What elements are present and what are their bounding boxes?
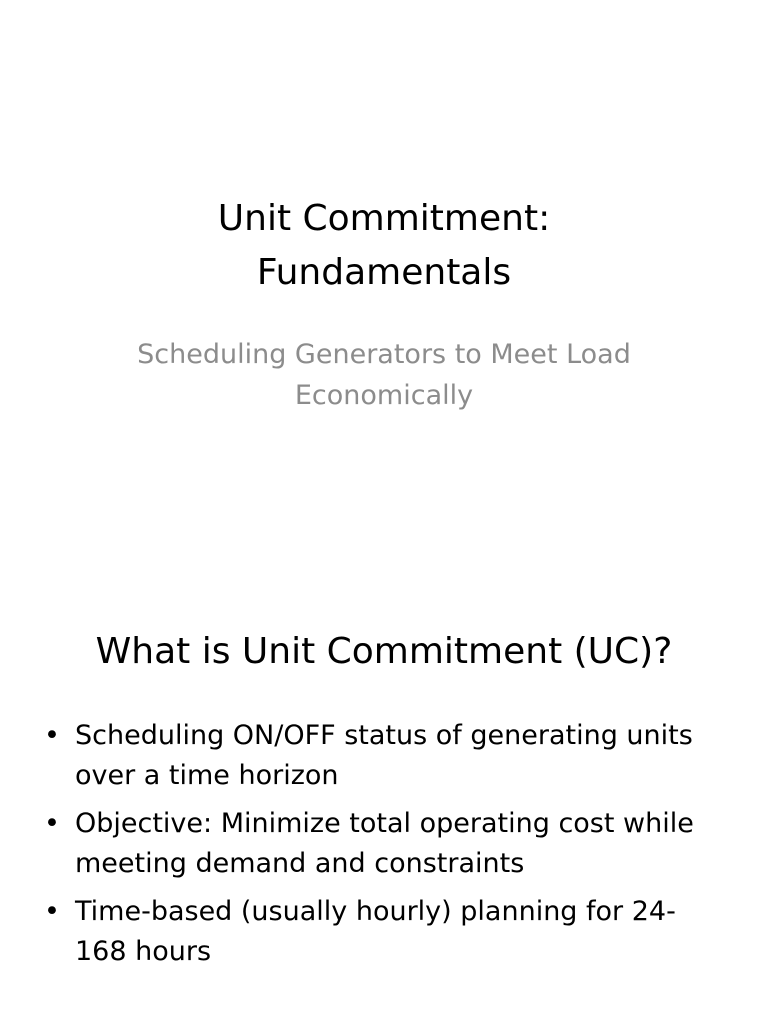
bullet-text-line: Time-based (usually hourly) planning for 24- xyxy=(75,896,676,927)
bullet-text-line: 168 hours xyxy=(75,936,212,967)
bullet-text-line: Scheduling ON/OFF status of generating units xyxy=(75,720,693,751)
bullet-item xyxy=(44,804,744,884)
bullet-list xyxy=(44,716,744,980)
slide-title-line-1: Unit Commitment: xyxy=(217,198,551,239)
content-slide-title: What is Unit Commitment (UC)? xyxy=(95,631,673,672)
slide-subtitle xyxy=(0,334,768,416)
bullet-icon: • xyxy=(44,720,60,751)
bullet-text-line: meeting demand and constraints xyxy=(75,848,525,879)
bullet-icon: • xyxy=(44,896,60,927)
slide-subtitle-line-1: Scheduling Generators to Meet Load xyxy=(137,339,631,370)
bullet-text-line: Objective: Minimize total operating cost while xyxy=(75,808,694,839)
bullet-item xyxy=(44,716,744,796)
slide-title-line-2: Fundamentals xyxy=(256,252,512,293)
slide-subtitle-line-2: Economically xyxy=(294,380,474,411)
slide-title xyxy=(0,192,768,300)
bullet-text-line: over a time horizon xyxy=(75,760,339,791)
bullet-item xyxy=(44,892,744,972)
content-slide xyxy=(0,512,768,1024)
bullet-icon: • xyxy=(44,808,60,839)
